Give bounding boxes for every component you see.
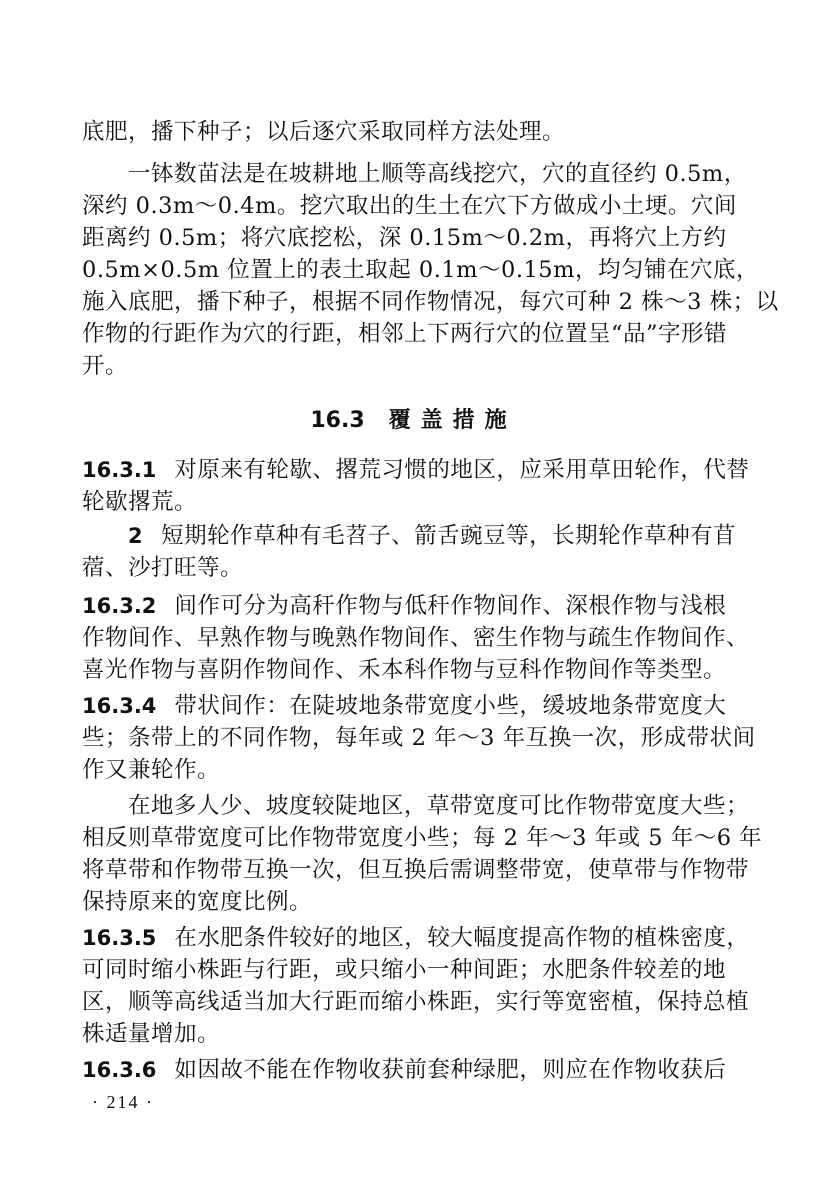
text-line: 作物间作、早熟作物与晚熟作物间作、密生作物与疏生作物间作、 [82,625,750,651]
page-number: · 214 · [92,1092,154,1112]
text-line: 距离约 0.5m；将穴底挖松，深 0.15m～0.2m，再将穴上方约 [82,225,727,251]
section-title: 覆盖措施 [388,408,517,433]
text-line: 喜光作物与喜阴作物间作、禾本科作物与豆科作物间作等类型。 [82,657,727,683]
text-line: 将草带和作物带互换一次，但互换后需调整带宽，使草带与作物带 [82,857,750,883]
clause-number: 16.3.2 [82,594,157,618]
text-line: 些；条带上的不同作物，每年或 2 年～3 年互换一次，形成带状间 [82,725,756,751]
text-line: 轮歇撂荒。 [82,489,198,515]
text-line: 作物的行距作为穴的行距，相邻上下两行穴的位置呈“品”字形错 [82,321,728,347]
text-line: 区，顺等高线适当加大行距而缩小株距，实行等宽密植，保持总植 [82,989,750,1015]
text-line: 0.5m×0.5m 位置上的表土取起 0.1m～0.15m，均匀铺在穴底， [82,257,759,283]
clause-number: 16.3.1 [82,458,157,482]
clause-line: 16.3.6 如因故不能在作物收获前套种绿肥，则应在作物收获后 [82,1057,727,1083]
text-line: 施入底肥，播下种子，根据不同作物情况，每穴可种 2 株～3 株；以 [82,289,779,315]
clause-line: 16.3.4 带状间作：在陡坡地条带宽度小些，缓坡地条带宽度大 [82,693,727,719]
text-line: 作又兼轮作。 [82,757,221,783]
section-heading [0,405,827,437]
clause-number: 16.3.6 [82,1058,157,1082]
text-line: 蓿、沙打旺等。 [82,555,244,581]
clause-line: 16.3.2 间作可分为高秆作物与低秆作物间作、深根作物与浅根 [82,593,727,619]
clause-line: 16.3.5 在水肥条件较好的地区，较大幅度提高作物的植株密度， [82,925,750,951]
text-line: 底肥，播下种子；以后逐穴采取同样方法处理。 [82,119,566,145]
subclause-line: 2 短期轮作草种有毛苕子、箭舌豌豆等，长期轮作草种有苜 [128,523,737,549]
text-line: 深约 0.3m～0.4m。挖穴取出的生土在穴下方做成小土埂。穴间 [82,193,737,219]
text-line: 开。 [82,353,129,379]
text-line: 株适量增加。 [82,1021,221,1047]
text-line: 相反则草带宽度可比作物带宽度小些；每 2 年～3 年或 5 年～6 年 [82,825,763,851]
subclause-number: 2 [128,524,144,548]
clause-number: 16.3.5 [82,926,157,950]
section-number: 16.3 [310,408,365,433]
text-line: 一钵数苗法是在坡耕地上顺等高线挖穴，穴的直径约 0.5m， [128,161,747,187]
clause-line: 16.3.1 对原来有轮歇、撂荒习惯的地区，应采用草田轮作，代替 [82,457,750,483]
text-line: 保持原来的宽度比例。 [82,889,313,915]
text-line: 可同时缩小株距与行距，或只缩小一种间距；水肥条件较差的地 [82,957,727,983]
text-line: 在地多人少、坡度较陡地区，草带宽度可比作物带宽度大些； [128,793,750,819]
clause-number: 16.3.4 [82,694,157,718]
